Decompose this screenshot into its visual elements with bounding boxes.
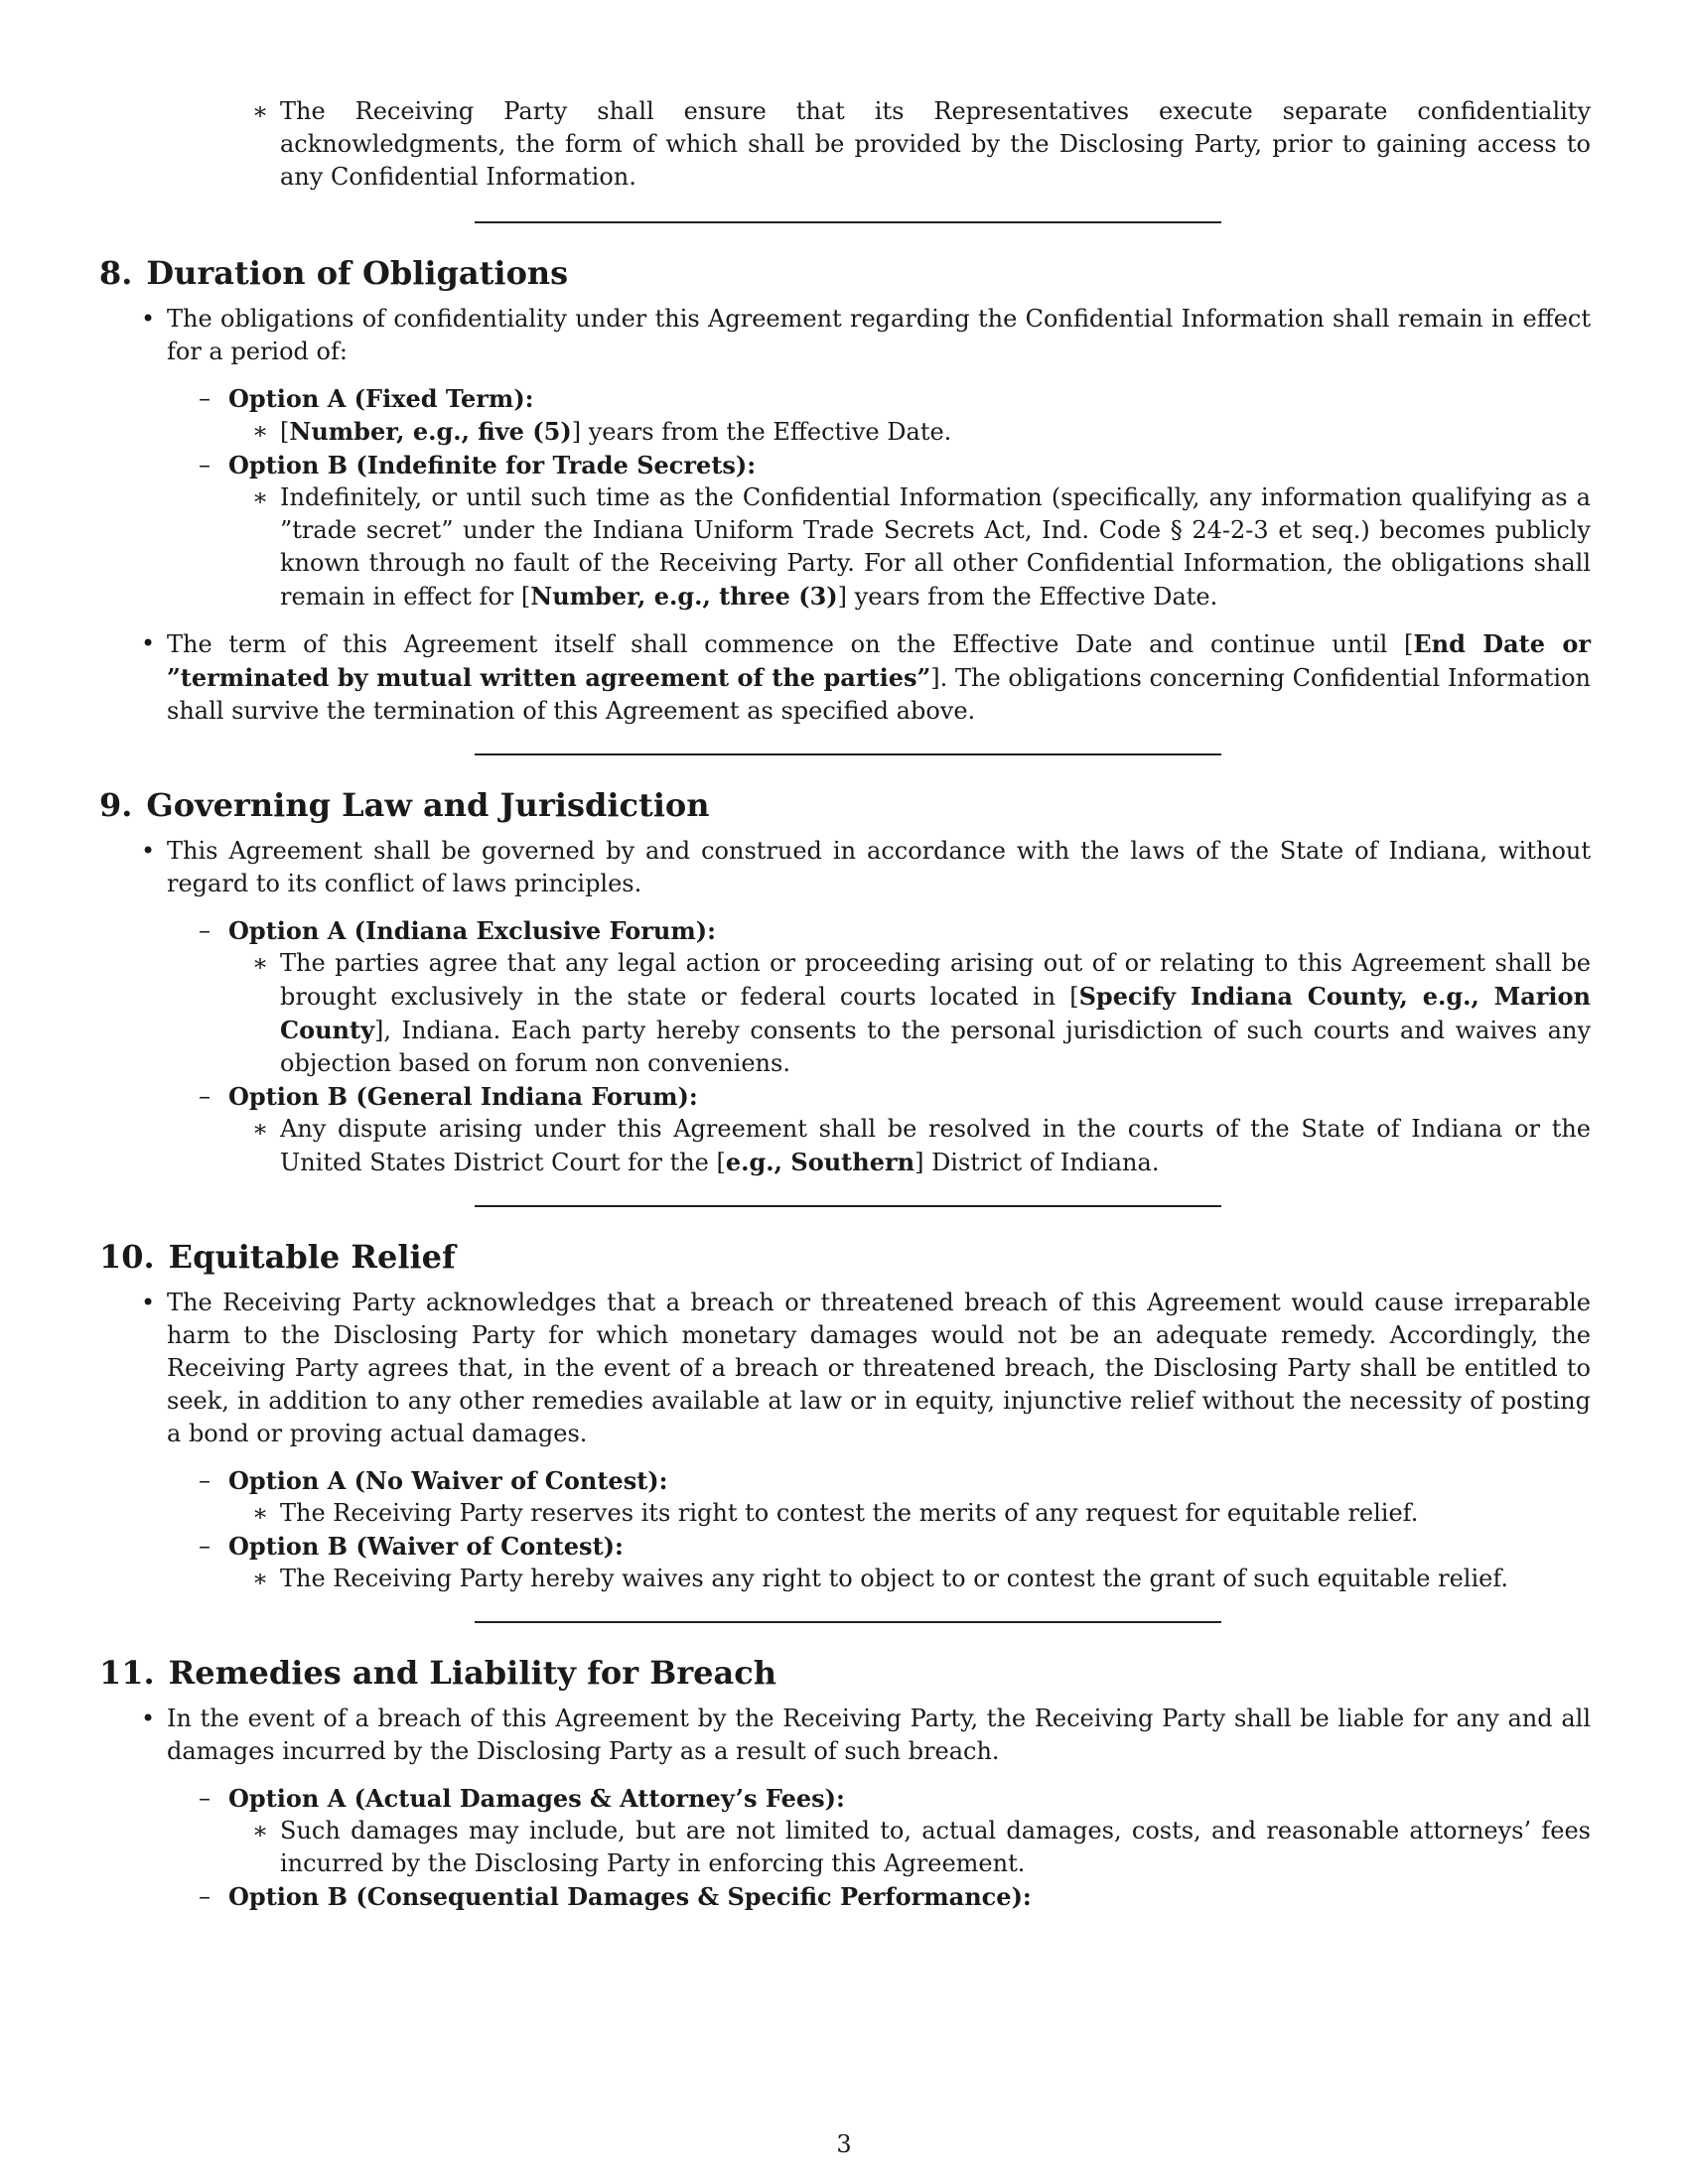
- paragraph-text: The parties agree that any legal action or proceeding arising out of or relating to this Agreement shall be brought exclusively in the state or federal courts located in: [280, 949, 1591, 1011]
- section-number: 8.: [99, 254, 133, 292]
- option-heading: [199, 1080, 1591, 1113]
- placeholder-text: Specify Indiana County, e.g., Marion County: [280, 982, 1592, 1044]
- star-marker: ∗: [251, 97, 269, 125]
- list-item: [251, 1497, 1591, 1530]
- dash-marker: –: [199, 451, 211, 478]
- bullet-marker: •: [141, 1289, 156, 1316]
- bracket: ]: [837, 583, 848, 611]
- placeholder-text: End Date or ”terminated by mutual written agreement of the parties”: [167, 629, 1592, 692]
- paragraph-text: years from the Effective Date.: [847, 583, 1218, 611]
- list-item: [251, 1113, 1591, 1179]
- paragraph-text: Any dispute arising under this Agreement shall be resolved in the courts of the State of Indiana or the United States District Court for the: [280, 1115, 1591, 1176]
- bracket: ]: [930, 664, 940, 692]
- bracket: [: [520, 583, 531, 611]
- placeholder-text: e.g., Southern: [725, 1148, 915, 1176]
- dash-marker: –: [199, 384, 211, 412]
- option-heading: [199, 449, 1591, 481]
- bracket: ]: [914, 1149, 924, 1176]
- section-title: Governing Law and Jurisdiction: [146, 786, 710, 824]
- option-label: Option B (Indefinite for Trade Secrets):: [228, 451, 757, 479]
- option-heading: [199, 1530, 1591, 1563]
- list-item: [141, 1703, 1591, 1768]
- section-heading: [99, 1237, 1591, 1277]
- star-marker: ∗: [251, 1499, 269, 1527]
- option-label: Option A (Indiana Exclusive Forum):: [228, 916, 716, 945]
- document-body: [99, 95, 1591, 1913]
- paragraph-text: The Receiving Party reserves its right to contest the merits of any request for equitable relief.: [280, 1499, 1419, 1527]
- star-marker: ∗: [251, 483, 269, 511]
- paragraph-text: District of Indiana.: [923, 1149, 1160, 1176]
- paragraph-text: The Receiving Party shall ensure that its Representatives execute separate confidentiality acknowledgments, the form of which shall be provided by the Disclosing Party, prior to gaining access to any Confidential Information.: [280, 97, 1591, 191]
- option-heading: [199, 1464, 1591, 1497]
- dash-marker: –: [199, 1882, 211, 1910]
- option-label: Option B (Consequential Damages & Specific Performance):: [228, 1882, 1032, 1911]
- paragraph-text: This Agreement shall be governed by and construed in accordance with the laws of the State of Indiana, without regard to its conflict of laws principles.: [167, 837, 1591, 897]
- section-number: 10.: [99, 1238, 155, 1276]
- bullet-marker: •: [141, 837, 156, 865]
- list-item: [141, 627, 1592, 728]
- section-number: 9.: [99, 786, 133, 824]
- option-label: Option A (No Waiver of Contest):: [228, 1466, 668, 1495]
- paragraph-text: The obligations of confidentiality under this Agreement regarding the Confidential Information shall remain in effect for a period of:: [167, 305, 1591, 365]
- option-heading: [199, 914, 1591, 947]
- bullet-marker: •: [141, 1705, 156, 1732]
- placeholder-text: Number, e.g., three (3): [530, 582, 838, 611]
- star-marker: ∗: [251, 1817, 269, 1844]
- paragraph-text: , Indiana. Each party hereby consents to the personal jurisdiction of such courts and waives any objection based on forum non conveniens.: [280, 1017, 1591, 1077]
- bracket: ]: [571, 418, 582, 446]
- page-number: 3: [836, 2130, 852, 2158]
- paragraph-text: In the event of a breach of this Agreement by the Receiving Party, the Receiving Party shall be liable for any and all damages incurred by the Disclosing Party as a result of such breach.: [167, 1705, 1591, 1765]
- star-marker: ∗: [251, 417, 269, 445]
- paragraph-text: years from the Effective Date.: [581, 418, 952, 446]
- bracket: [: [1069, 983, 1079, 1011]
- dash-marker: –: [199, 1784, 211, 1812]
- list-item: [251, 947, 1592, 1080]
- paragraph-text: Indefinitely, or until such time as the Confidential Information (specifically, any information qualifying as a ”trade secret” under the Indiana Uniform Trade Secrets Act, Ind. Code § 24-2-3 et seq.) becomes publicly known through no fault of the Receiving Party. For all other Confidential Information, the obligations shall remain in effect for: [280, 483, 1591, 611]
- section-heading: [99, 785, 1591, 825]
- list-item: [141, 835, 1591, 900]
- paragraph-text: . The obligations concerning Confidential Information shall survive the termination of this Agreement as specified above.: [167, 664, 1591, 725]
- star-marker: ∗: [251, 1115, 269, 1143]
- section-heading: [99, 1653, 1591, 1693]
- option-label: Option B (Waiver of Contest):: [228, 1532, 624, 1561]
- bracket: [: [716, 1149, 726, 1176]
- dash-marker: –: [199, 1532, 211, 1560]
- bracket: [: [1403, 630, 1414, 658]
- option-heading: [199, 1782, 1591, 1815]
- section-number: 11.: [99, 1654, 155, 1692]
- section-heading: [99, 253, 1591, 293]
- option-heading: [199, 1880, 1591, 1913]
- list-item: [251, 95, 1591, 194]
- dash-marker: –: [199, 1466, 211, 1494]
- bracket: ]: [374, 1017, 384, 1044]
- placeholder-text: Number, e.g., five (5): [289, 417, 572, 446]
- list-item: [251, 1815, 1591, 1880]
- star-marker: ∗: [251, 1565, 269, 1592]
- section-title: Duration of Obligations: [146, 254, 569, 292]
- option-heading: [199, 382, 1591, 415]
- option-label: Option B (General Indiana Forum):: [228, 1082, 698, 1111]
- option-label: Option A (Actual Damages & Attorney’s Fees):: [228, 1784, 845, 1813]
- dash-marker: –: [199, 916, 211, 944]
- bullet-marker: •: [141, 629, 156, 657]
- list-item: [251, 1563, 1591, 1595]
- paragraph-text: The term of this Agreement itself shall commence on the Effective Date and continue until: [167, 630, 1404, 658]
- bracket: [: [280, 418, 290, 446]
- list-item: [141, 1287, 1591, 1450]
- star-marker: ∗: [251, 949, 269, 977]
- list-item: [251, 415, 1591, 449]
- paragraph-text: Such damages may include, but are not limited to, actual damages, costs, and reasonable attorneys’ fees incurred by the Disclosing Party in enforcing this Agreement.: [280, 1817, 1591, 1877]
- dash-marker: –: [199, 1082, 211, 1110]
- paragraph-text: The Receiving Party hereby waives any right to object to or contest the grant of such equitable relief.: [280, 1565, 1509, 1592]
- section-title: Remedies and Liability for Breach: [168, 1654, 777, 1692]
- bullet-marker: •: [141, 305, 156, 333]
- section-title: Equitable Relief: [168, 1238, 456, 1276]
- list-item: [251, 481, 1591, 614]
- paragraph-text: The Receiving Party acknowledges that a breach or threatened breach of this Agreement would cause irreparable harm to the Disclosing Party for which monetary damages would not be an adequate remedy. Accordingly, the Receiving Party agrees that, in the event of a breach or threatened breach, the Disclosing Party shall be entitled to seek, in addition to any other remedies available at law or in equity, injunctive relief without the necessity of posting a bond or proving actual damages.: [167, 1289, 1591, 1447]
- list-item: [141, 303, 1591, 368]
- option-label: Option A (Fixed Term):: [228, 384, 534, 413]
